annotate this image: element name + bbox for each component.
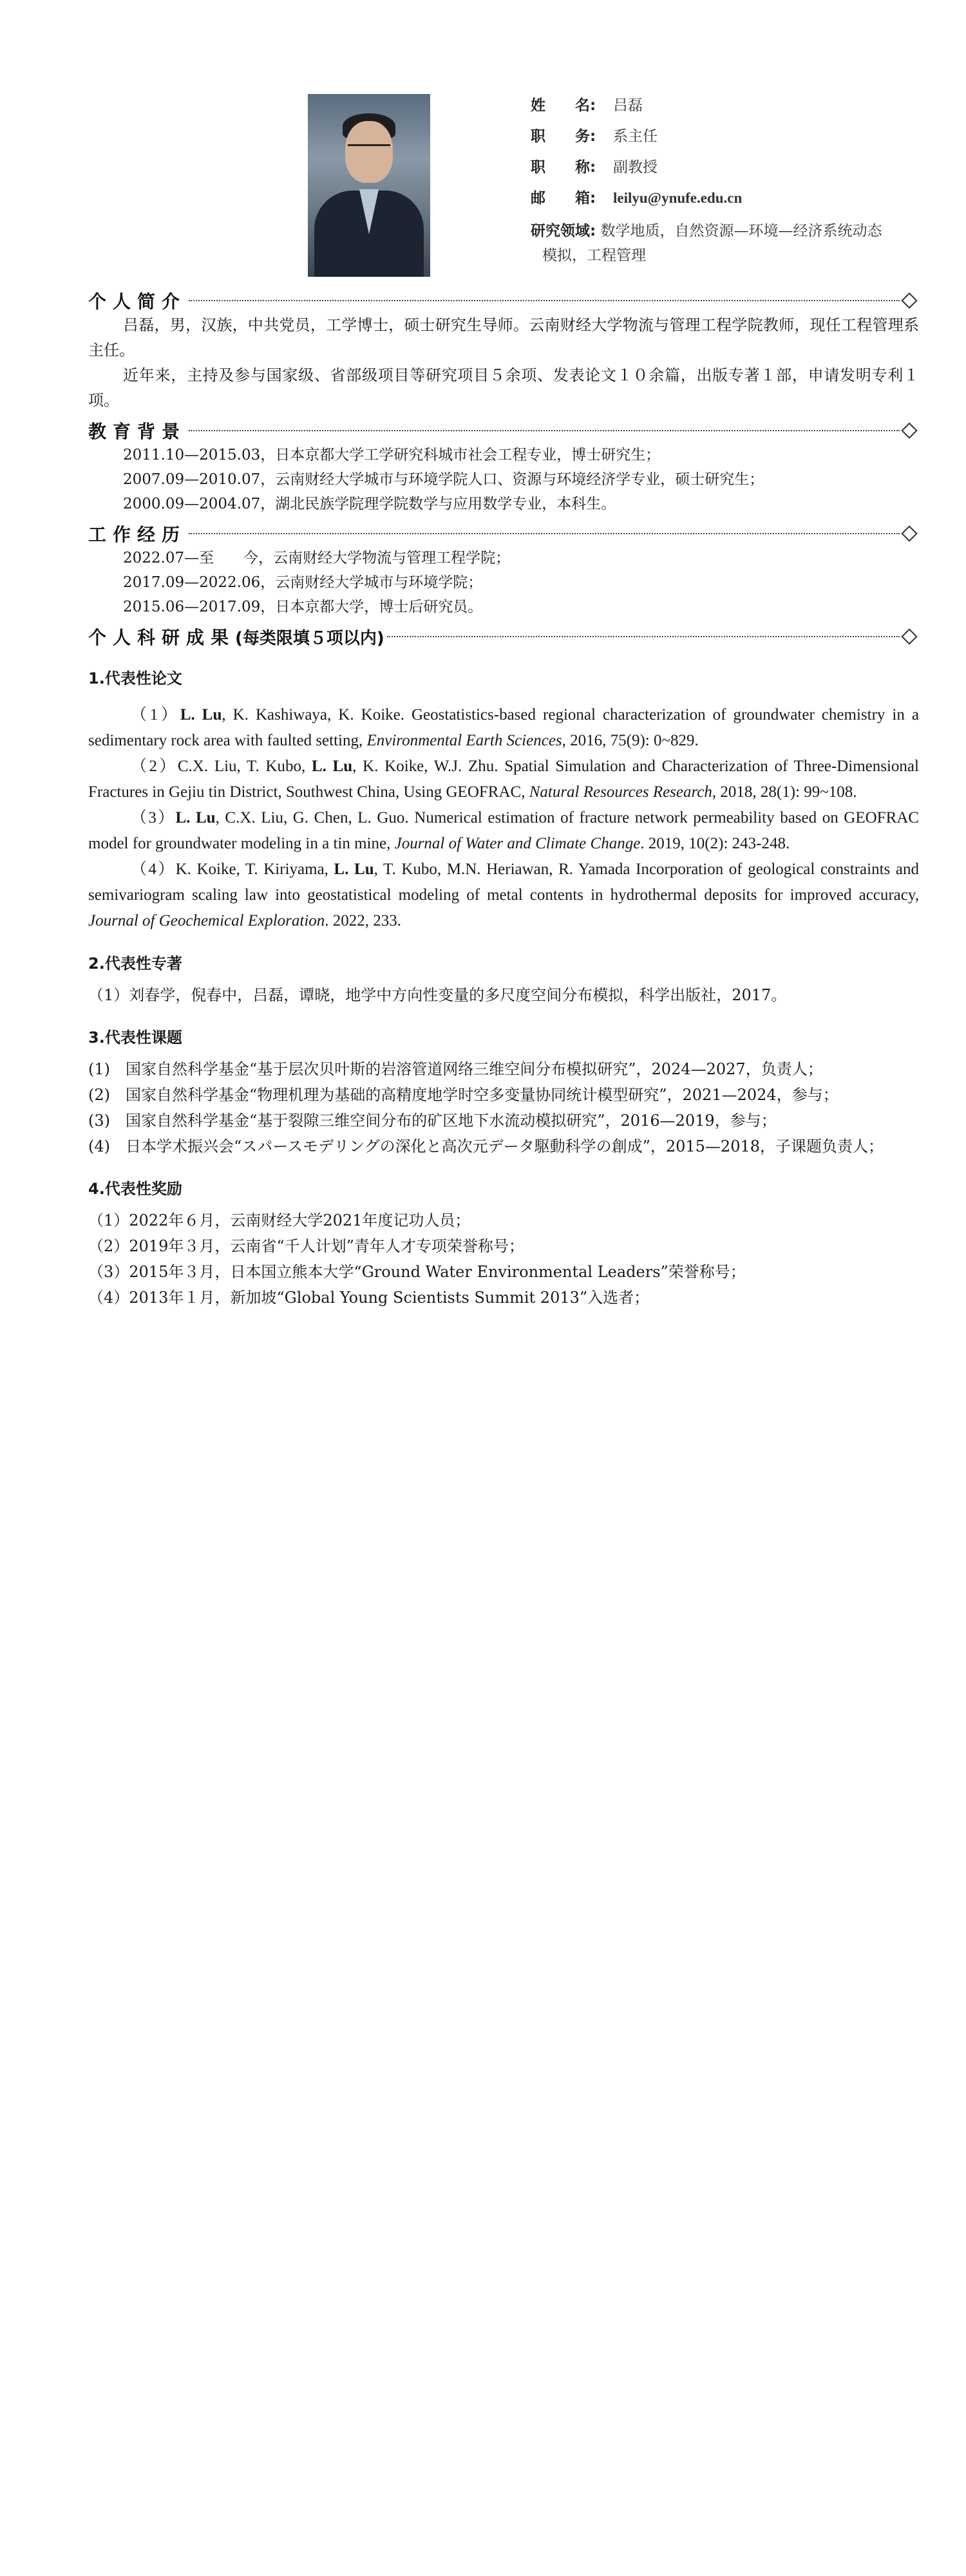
field-value-1: 数学地质，自然资源—环境—经济系统动态 <box>600 223 882 239</box>
book-item: （1）刘春学，倪春中，吕磊，谭晓，地学中方向性变量的多尺度空间分布模拟，科学出版社，2017。 <box>88 986 787 1004</box>
paper-item: （3）L. Lu, C.X. Liu, G. Chen, L. Guo. Numerical estimation of fracture network permeability based on GEOFRAC model for groundwater modeling in a tin mine, Journal of Water and Climate Change. 2019, 10(2): 243-248. <box>88 809 919 852</box>
award-item: （3）2015年３月，日本国立熊本大学“Ground Water Environmental Leaders”荣誉称号； <box>88 1263 746 1281</box>
section-education-heading <box>88 418 919 443</box>
diamond-icon <box>901 422 917 438</box>
profile-header <box>88 71 919 283</box>
title-label: 职 称: <box>531 159 596 176</box>
dotted-rule <box>189 430 900 431</box>
section-title: 工作经历 <box>88 524 187 545</box>
resume-page <box>88 71 919 1311</box>
field-label: 研究领域: <box>531 223 596 239</box>
field-value-2: 模拟，工程管理 <box>542 247 646 264</box>
section-note: (每类限填５项以内) <box>235 628 384 648</box>
intro-paragraph: 近年来，主持及参与国家级、省部级项目等研究项目５余项、发表论文１０余篇，出版专著１部，申请发明专利１项。 <box>88 366 919 409</box>
project-item: (3) 国家自然科学基金“基于裂隙三维空间分布的矿区地下水流动模拟研究”，2016—2019，参与； <box>88 1112 777 1130</box>
award-item: （4）2013年１月，新加坡“Global Young Scientists Summit 2013”入选者； <box>88 1289 650 1307</box>
awards-heading: 4.代表性奖励 <box>88 1180 182 1198</box>
name-value: 吕磊 <box>613 97 643 114</box>
name-row <box>531 90 943 121</box>
diamond-icon <box>901 292 917 308</box>
name-label: 姓 名: <box>531 97 596 114</box>
work-item: 2015.06—2017.09，日本京都大学，博士后研究员。 <box>123 599 483 615</box>
diamond-icon <box>901 525 917 541</box>
education-item: 2011.10—2015.03，日本京都大学工学研究科城市社会工程专业，博士研究生； <box>123 447 661 463</box>
paper-item: （4）K. Koike, T. Kiriyama, L. Lu, T. Kubo, M.N. Heriawan, R. Yamada Incorporation of geological constraints and semivariogram scaling law into geostatistical modeling of metal contents in hydrothermal deposits for improved accuracy, Journal of Geochemical Exploration. 2022, 233. <box>88 861 919 929</box>
dotted-rule <box>387 636 900 637</box>
award-item: （2）2019年３月，云南省“千人计划”青年人才专项荣誉称号； <box>88 1237 524 1255</box>
dotted-rule <box>189 300 900 301</box>
project-item: (4) 日本学术振兴会“スパースモデリングの深化と高次元データ駆動科学の創成”，2015—2018，子课题负责人； <box>88 1137 884 1155</box>
title-value: 副教授 <box>613 159 658 176</box>
paper-item: （2）C.X. Liu, T. Kubo, L. Lu, K. Koike, W.J. Zhu. Spatial Simulation and Characterization of Three-Dimensional Fractures in Gejiu tin District, Southwest China, Using GEOFRAC, Natural Resources Research, 2018, 28(1): 99~108. <box>88 758 919 801</box>
field-row <box>531 219 943 268</box>
education-item: 2000.09—2004.07，湖北民族学院理学院数学与应用数学专业，本科生。 <box>123 496 616 512</box>
position-value: 系主任 <box>613 128 658 145</box>
papers-list <box>88 702 919 934</box>
papers-heading: 1.代表性论文 <box>88 669 182 687</box>
work-item: 2022.07—至 今，云南财经大学物流与管理工程学院； <box>123 550 511 566</box>
award-item: （1）2022年６月，云南财经大学2021年度记功人员； <box>88 1211 471 1229</box>
position-row <box>531 121 943 152</box>
section-work-heading <box>88 521 919 546</box>
projects-heading: 3.代表性课题 <box>88 1029 182 1047</box>
education-item: 2007.09—2010.07，云南财经大学城市与环境学院人口、资源与环境经济学专业，硕士研究生； <box>123 471 764 488</box>
section-intro-heading <box>88 288 919 313</box>
email-value[interactable]: leilyu@ynufe.edu.cn <box>613 190 743 206</box>
project-item: (1) 国家自然科学基金“基于层次贝叶斯的岩溶管道网络三维空间分布模拟研究”，2024—2027，负责人； <box>88 1060 823 1078</box>
title-row <box>531 152 943 183</box>
profile-info <box>531 90 943 268</box>
profile-photo <box>308 94 430 277</box>
position-label: 职 务: <box>531 128 596 145</box>
dotted-rule <box>189 533 900 534</box>
section-research-heading <box>88 624 919 649</box>
project-item: (2) 国家自然科学基金“物理机理为基础的高精度地学时空多变量协同统计模型研究”，2021—2024，参与； <box>88 1086 838 1104</box>
section-title: 个人科研成果 <box>88 627 236 648</box>
work-item: 2017.09—2022.06，云南财经大学城市与环境学院； <box>123 574 483 591</box>
books-heading: 2.代表性专著 <box>88 955 182 973</box>
intro-paragraph: 吕磊，男，汉族，中共党员，工学博士，硕士研究生导师。云南财经大学物流与管理工程学院教师，现任工程管理系主任。 <box>88 316 919 359</box>
section-title: 教育背景 <box>88 421 187 442</box>
email-row <box>531 183 943 214</box>
email-label: 邮 箱: <box>531 190 596 207</box>
section-title: 个人简介 <box>88 291 187 312</box>
paper-item: （1）L. Lu, K. Kashiwaya, K. Koike. Geostatistics-based regional characterization of groundwater chemistry in a sedimentary rock area with faulted setting, Environmental Earth Sciences, 2016, 75(9): 0~829. <box>88 706 919 749</box>
diamond-icon <box>901 628 917 644</box>
